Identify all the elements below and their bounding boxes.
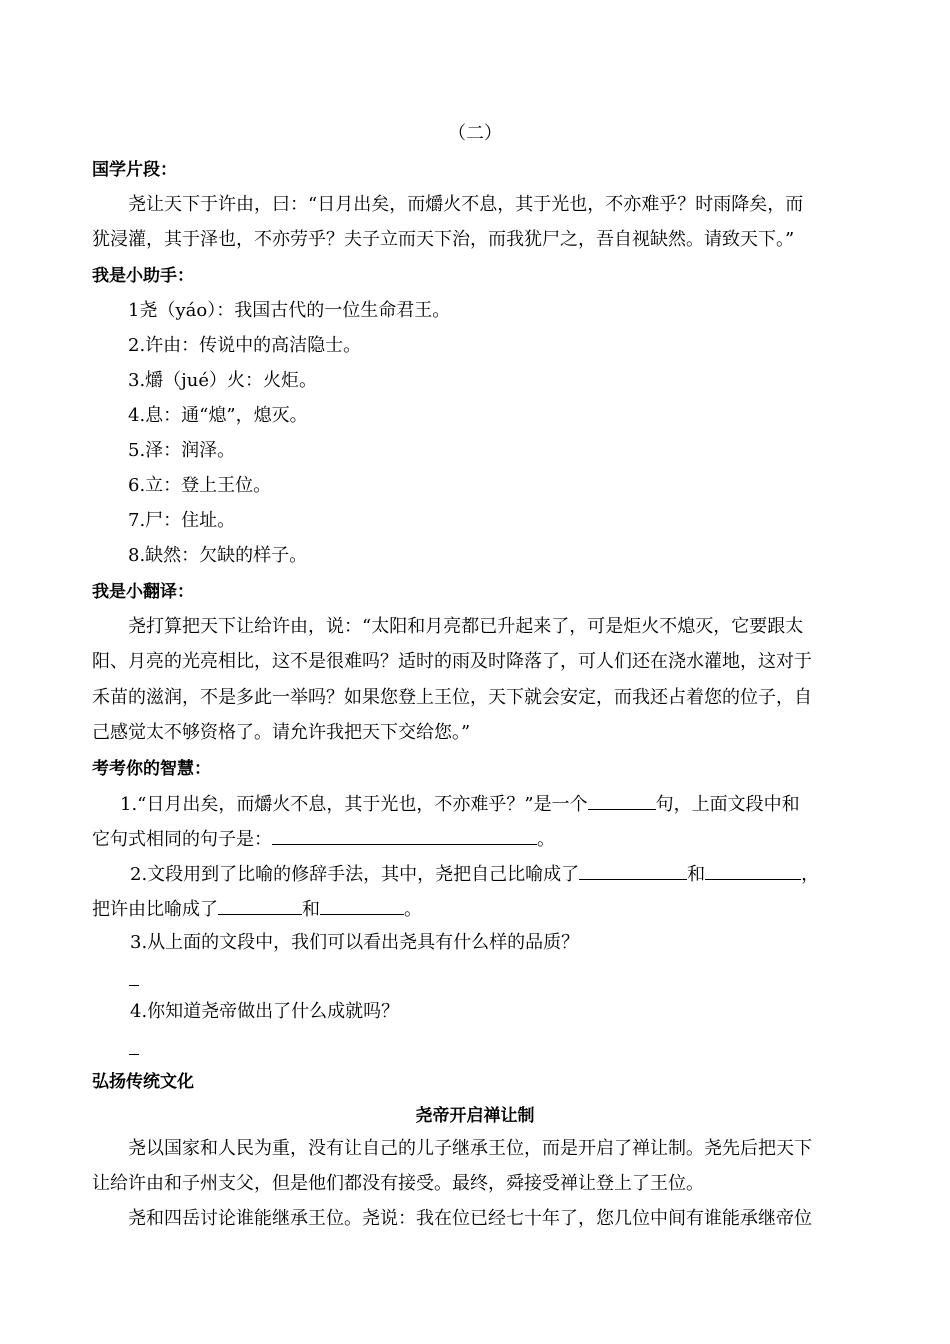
note-item: 8.缺然：欠缺的样子。 xyxy=(128,545,308,566)
question-4: 4.你知道尧帝做出了什么成就吗？ xyxy=(130,1001,400,1022)
page-title: （二） xyxy=(448,123,502,144)
note-item: 4.息：通“熄”，熄灭。 xyxy=(128,405,308,426)
section-heading-culture: 弘扬传统文化 xyxy=(92,1072,194,1092)
question-3: 3.从上面的文段中，我们可以看出尧具有什么样的品质？ xyxy=(130,932,580,953)
excerpt-line-2: 犹浸灌，其于泽也，不亦劳乎？夫子立而天下治，而我犹尸之，吾自视缺然。请致天下。” xyxy=(92,229,795,250)
article-title: 尧帝开启禅让制 xyxy=(415,1106,535,1126)
note-item: 5.泽：润泽。 xyxy=(128,440,236,461)
note-item: 3.爝（jué）火：火炬。 xyxy=(128,370,317,391)
answer-blank-self-metaphor-2[interactable] xyxy=(705,861,801,880)
note-item: 7.尸：住址。 xyxy=(128,510,236,531)
question-1-text-b: 句，上面文段中和 xyxy=(655,794,800,815)
translation-line: 阳、月亮的光亮相比，这不是很难吗？适时的雨及时降落了，可人们还在浇水灌地，这对于 xyxy=(92,651,812,672)
note-item: 1尧（yáo）：我国古代的一位生命君王。 xyxy=(128,300,451,321)
question-2-text-d: 把许由比喻成了 xyxy=(92,899,218,920)
translation-line: 禾苗的滋润，不是多此一举吗？如果您登上王位，天下就会安定，而我还占着您的位子，自 xyxy=(92,687,812,708)
translation-line: 己感觉太不够资格了。请允许我把天下交给您。” xyxy=(92,722,471,743)
question-1-line-1 xyxy=(120,791,800,817)
question-2-line-2 xyxy=(92,896,422,922)
answer-line-question-4[interactable] xyxy=(129,1054,139,1055)
question-2-line-1 xyxy=(130,861,819,887)
section-heading-quiz: 考考你的智慧： xyxy=(92,759,211,779)
question-1-text-d: 。 xyxy=(537,829,555,850)
article-line: 尧和四岳讨论谁能继承王位。尧说：我在位已经七十年了，您几位中间有谁能承继帝位 xyxy=(128,1208,812,1229)
answer-line-question-3[interactable] xyxy=(129,985,139,986)
answer-blank-sentence-type[interactable] xyxy=(588,791,656,810)
question-2-text-e: 和 xyxy=(302,899,320,920)
translation-line: 尧打算把天下让给许由，说：“太阳和月亮都已升起来了，可是炬火不熄灭，它要跟太 xyxy=(128,616,804,637)
question-1-text-c: 它句式相同的句子是： xyxy=(92,829,272,850)
answer-blank-same-pattern[interactable] xyxy=(272,826,537,845)
article-line: 尧以国家和人民为重，没有让自己的儿子继承王位，而是开启了禅让制。尧先后把天下 xyxy=(128,1138,812,1159)
question-2-text-b: 和 xyxy=(687,864,706,885)
question-1-line-2 xyxy=(92,826,555,852)
answer-blank-self-metaphor-1[interactable] xyxy=(579,861,687,880)
excerpt-line-1: 尧让天下于许由，曰：“日月出矣，而爝火不息，其于光也，不亦难乎？时雨降矣，而 xyxy=(128,194,804,215)
question-2-text-f: 。 xyxy=(404,899,422,920)
section-heading-translation: 我是小翻译： xyxy=(92,582,194,602)
note-item: 6.立：登上王位。 xyxy=(128,475,272,496)
question-1-text-a: 1.“日月出矣，而爝火不息，其于光也，不亦难乎？”是一个 xyxy=(120,794,588,815)
answer-blank-xuyou-metaphor-1[interactable] xyxy=(218,896,302,915)
section-heading-classic-excerpt: 国学片段： xyxy=(92,160,177,180)
answer-blank-xuyou-metaphor-2[interactable] xyxy=(320,896,404,915)
article-line: 让给许由和子州支父，但是他们都没有接受。最终，舜接受禅让登上了王位。 xyxy=(92,1173,704,1194)
section-heading-helper: 我是小助手： xyxy=(92,266,194,286)
question-2-text-c: ， xyxy=(801,864,820,885)
note-item: 2.许由：传说中的高洁隐士。 xyxy=(128,335,362,356)
question-2-text-a: 2.文段用到了比喻的修辞手法，其中，尧把自己比喻成了 xyxy=(130,864,580,885)
